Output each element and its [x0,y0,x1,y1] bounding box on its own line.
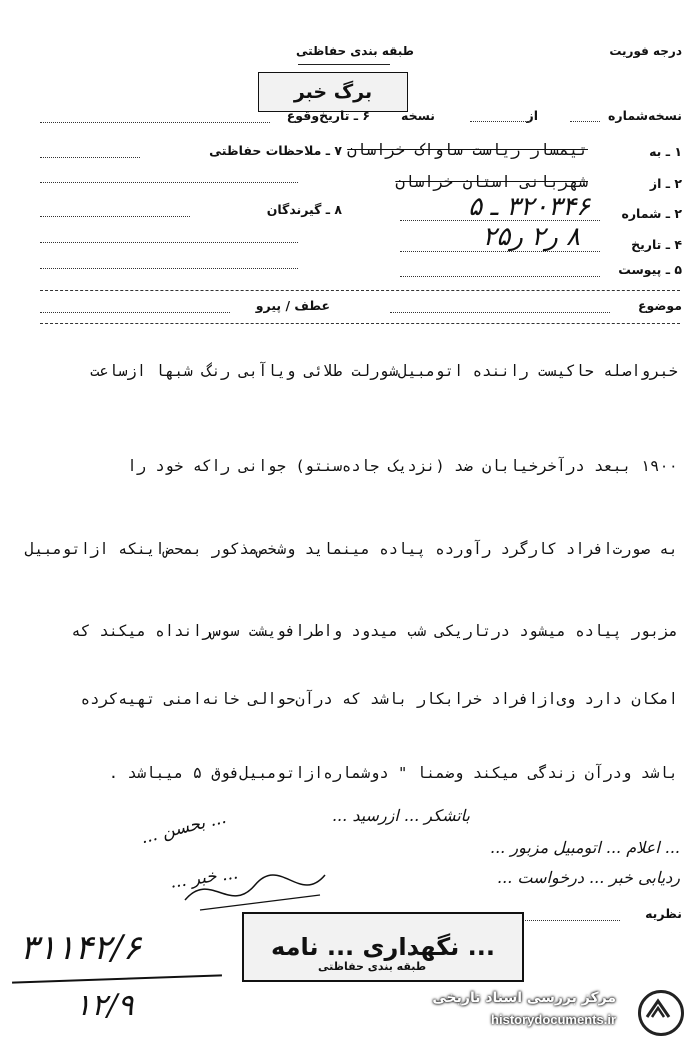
recipients-dots-3 [40,268,298,269]
evaluation-label: نظریه [645,906,682,921]
handwritten-note-3: ردیابی خبر ... درخواست ... [497,868,680,887]
remarks-label: ۷ ـ ملاحظات حفاظتی [209,143,342,158]
reference-label: عطف / پیرو [255,298,330,313]
attachment-dots [400,276,600,277]
classification-bottom: طبقه بندی حفاظتی [318,960,427,973]
body-line-4: مزبور پیاده میشود درتاریکی شب میدود واطرافویشت سوس‌رانداه میکند که [71,622,678,640]
remarks-dots-1 [40,157,140,158]
copy-number-dots [570,121,600,122]
body-line-6: باشد ودرآن زندگی میکند وضمنا " دوشماره‌ازاتومبیل‌فوق ۵ میباشد . [108,764,678,782]
from-label: از [526,108,538,123]
subject-divider-bottom [40,323,680,324]
recipients-label: ۸ ـ گیرندگان [266,202,342,217]
handwritten-note-2: ... اعلام ... اتومبیل مزبور ... [490,838,680,857]
recipients-dots-1 [40,216,190,217]
body-line-3: به صورت‌افراد کارگرد رآورده پیاده مینماید وشخص‌مذکور بمحض‌اینکه ازاتومبیل [24,540,678,558]
date-of-event-dots [40,122,270,123]
number-label: ۲ ـ شماره [621,206,682,221]
classification-top-underline [298,64,390,65]
date-of-event-label: ۶ ـ تاریخ‌وقوع [286,108,370,123]
copy-number-label: نسخه‌شماره [608,108,682,123]
number-value: ۳۲۰۳۴۶ ـ ۵ [468,192,590,222]
file-number: ۳۱۱۴۲/۶ [20,928,142,968]
from-dots [470,121,530,122]
date-label: ۴ ـ تاریخ [631,237,682,252]
classification-top: طبقه بندی حفاظتی [296,44,414,58]
recipients-dots-2 [40,242,298,243]
reference-dots [40,312,230,313]
body-line-5: امکان دارد وی‌ازافراد خرابکار باشد که درآن‌حوالی خانه‌امنی تهیه‌کرده [80,690,678,708]
page-number: ۱۲/۹ [75,988,134,1023]
copy-label: نسخه [400,108,435,123]
bottom-stamp-text: ... نگهداری ... نامه [271,933,495,961]
priority-label: درجه فوریت [609,44,682,58]
subject-dots [390,312,610,313]
watermark-org-name: مرکز بررسی اسناد تاریخی [432,990,616,1006]
file-number-underline [12,974,222,983]
to-label: ۱ ـ به [649,144,682,159]
handwritten-side-note: ... بحسن ... [138,807,229,849]
report-stamp [258,72,408,112]
watermark-site: historydocuments.ir [491,1012,616,1027]
from-value: شهربانی استان خراسان [395,172,588,191]
date-value: ۸ ر۲ ر۲۵ [482,222,580,252]
watermark-logo-icon [638,990,684,1036]
handwritten-note-1: باتشکر ... ازرسید ... [331,806,470,825]
signature-scribble [180,860,330,920]
body-line-1: خبرواصله حاکیست راننده اتومبیل‌شورلت طلائی ویاآبی رنگ شبها ازساعت [90,362,678,380]
from-line-label: ۲ ـ از [649,176,682,191]
handwritten-side-note-2: ... خبر ... [168,863,240,893]
remarks-dots-2 [40,182,298,183]
subject-divider-top [40,290,680,291]
attachment-label: ۵ ـ پیوست [618,262,682,277]
subject-label: موضوع [637,298,682,313]
body-line-2: ۱۹۰۰ ببعد درآخرخیابان ضد (نزدیک جاده‌سنتو) جوانی راکه خود را [127,457,678,475]
to-value: تیمسار ریاست ساواک خراسان [347,140,588,159]
report-stamp-text: برگ خبر [293,81,373,103]
